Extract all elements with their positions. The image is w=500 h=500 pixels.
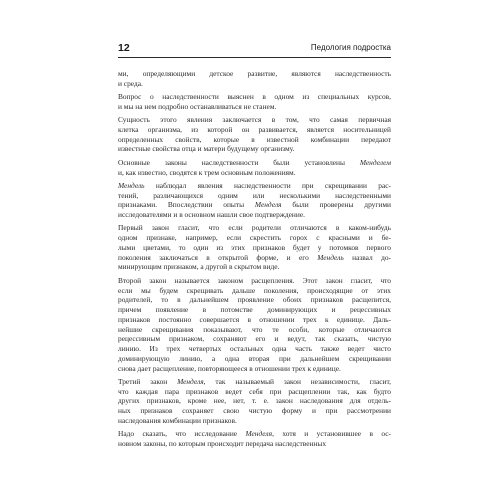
text-line: Надо сказать, что исследование Менделя, хотя и установившее в ос- bbox=[118, 429, 391, 439]
text-line: лыми цветами, то один из этих признаков будет у потомков первого bbox=[118, 242, 391, 252]
paragraph bbox=[118, 92, 391, 112]
text-line: Второй закон называется законом расщепления. Этот закон гласит, что bbox=[118, 275, 391, 285]
italic-name: Мендель bbox=[317, 252, 344, 262]
text-line: поколения заключаться в открытой форме, и его Мендель назвал до- bbox=[118, 252, 391, 262]
paragraph bbox=[118, 429, 391, 449]
italic-name: Менделя bbox=[245, 429, 273, 439]
paragraph bbox=[118, 276, 391, 374]
italic-name: Менделя bbox=[254, 200, 282, 210]
text-line: и мы на нем подробно останавливаться не станем. bbox=[118, 101, 277, 111]
text-line: нейшие скрещивания показывают, что те особи, которые отличаются bbox=[118, 324, 391, 334]
text-line: причем появление в потомстве доминирующих и рецессивных bbox=[118, 305, 391, 315]
text-line: одном признаке, например, если скрестить горох с красными и бе- bbox=[118, 233, 391, 243]
text-line: и среда. bbox=[118, 78, 143, 88]
text-line: Основные законы наследственности были установлены Менделем bbox=[118, 157, 391, 167]
text-line: и, как известно, сводятся к трем основным положениям. bbox=[118, 167, 296, 177]
text-line: снова дает расщепление, повторяющееся в отношении трех к единице. bbox=[118, 363, 341, 373]
paragraph bbox=[118, 181, 391, 220]
header-divider bbox=[118, 57, 391, 58]
running-title: Педология подростка bbox=[310, 43, 391, 52]
page-header bbox=[118, 42, 391, 56]
paragraph bbox=[118, 377, 391, 426]
paragraph bbox=[118, 223, 391, 272]
text-line: ных признаков сохраняет свою чистую форму и при рассмотрении bbox=[118, 406, 391, 416]
text-line: клетка организма, из которой он развивается, является носительницей bbox=[118, 124, 391, 134]
italic-name: Менделем bbox=[359, 157, 391, 167]
text-line: Первый закон гласит, что если родители отличаются в каком-нибудь bbox=[118, 223, 391, 233]
italic-name: Мендель bbox=[118, 180, 145, 190]
text-line: признаками. Впоследствии опыты Менделя были проверены другими bbox=[118, 200, 391, 210]
text-line: Третий закон Менделя, так называемый закон независимости, гласит, bbox=[118, 376, 392, 386]
text-line: родителей, то в дальнейшем проявление обоих признаков расщепится, bbox=[118, 295, 391, 305]
italic-name: Менделя bbox=[177, 376, 204, 386]
text-line: линию. Из трех четвертых остальных одна часть также ведет чисто bbox=[118, 344, 391, 354]
text-line: известные свойства отца и матери будущему организму. bbox=[118, 144, 295, 154]
text-line: что каждая пара признаков ведет себя при расщеплении так, как будто bbox=[118, 386, 391, 396]
text-line: признаков постоянно совершается в отношении трех к единице. Даль- bbox=[118, 314, 391, 324]
body-text bbox=[118, 69, 391, 449]
text-line: Мендель наблюдал явления наследственности при скрещивании рас- bbox=[118, 180, 391, 190]
text-line: новном законы, по которым происходит передача наследственных bbox=[118, 439, 327, 448]
text-line: рецессивным признаком, сохраняют его и ведут, так сказать, чистую bbox=[118, 334, 391, 344]
text-line: исследователями и в основном нашли свое подтверждение. bbox=[118, 210, 305, 220]
text-line: Сущность этого явления заключается в том, что самая первичная bbox=[118, 115, 391, 125]
text-line: наследования комбинации признаков. bbox=[118, 415, 237, 425]
text-line: доминирующую линию, а одна вторая при дальнейшем скрещивании bbox=[118, 353, 391, 363]
page-number: 12 bbox=[118, 42, 130, 54]
paragraph bbox=[118, 158, 391, 178]
text-line: если мы будем скрещивать дальше поколения, происходящие от этих bbox=[118, 285, 391, 295]
paragraph bbox=[118, 69, 391, 89]
paragraph bbox=[118, 115, 391, 154]
text-line: тений, различающихся одним или несколькими наследственными bbox=[118, 190, 391, 200]
text-line: определенных свойств, которые в известной комбинации передают bbox=[118, 134, 391, 144]
text-line: других признаков, кроме нее, нет, т. е. закон наследования для отдель- bbox=[118, 396, 391, 406]
text-line: ми, определяющими детское развитие, являются наследственность bbox=[118, 69, 391, 78]
text-line: минирующим признаком, а другой в скрытом виде. bbox=[118, 262, 280, 272]
text-line: Вопрос о наследственности выяснен в одном из специальных курсов, bbox=[118, 92, 391, 102]
